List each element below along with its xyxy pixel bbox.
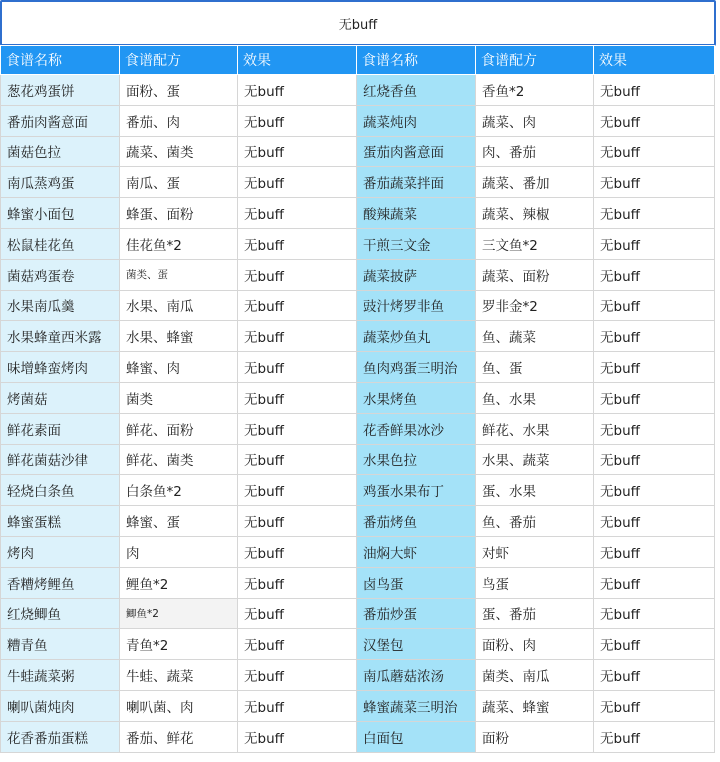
recipe-name-cell: 蔬菜炖肉 xyxy=(357,105,476,136)
effect-cell: 无buff xyxy=(594,382,715,413)
recipe-name-cell: 蔬菜炒鱼丸 xyxy=(357,321,476,352)
recipe-name-cell: 鸡蛋水果布丁 xyxy=(357,475,476,506)
recipe-name-cell: 番茄炒蛋 xyxy=(357,598,476,629)
effect-cell: 无buff xyxy=(594,690,715,721)
recipe-name-cell: 蜂蜜蔬菜三明治 xyxy=(357,690,476,721)
recipe-name-cell: 烤肉 xyxy=(1,536,120,567)
recipe-name-cell: 花香番茄蛋糕 xyxy=(1,721,120,752)
recipe-name-cell: 鲜花素面 xyxy=(1,413,120,444)
recipe-formula-cell: 青鱼*2 xyxy=(120,629,238,660)
recipe-name-cell: 香糟烤鲤鱼 xyxy=(1,567,120,598)
recipe-formula-cell: 罗非金*2 xyxy=(476,290,594,321)
table-row xyxy=(1,382,715,413)
recipe-name-cell: 喇叭菌炖肉 xyxy=(1,690,120,721)
effect-cell: 无buff xyxy=(594,105,715,136)
recipe-formula-cell: 牛蛙、蔬菜 xyxy=(120,660,238,691)
recipe-name-cell: 花香鲜果冰沙 xyxy=(357,413,476,444)
effect-cell: 无buff xyxy=(238,629,357,660)
recipe-formula-cell: 面粉 xyxy=(476,721,594,752)
recipe-name-cell: 干煎三文金 xyxy=(357,228,476,259)
recipe-name-cell: 松鼠桂花鱼 xyxy=(1,228,120,259)
effect-cell: 无buff xyxy=(238,475,357,506)
recipe-formula-cell: 菌类、南瓜 xyxy=(476,660,594,691)
effect-cell: 无buff xyxy=(594,321,715,352)
effect-cell: 无buff xyxy=(238,444,357,475)
header-effect-2: 效果 xyxy=(594,46,715,75)
effect-cell: 无buff xyxy=(238,536,357,567)
effect-cell: 无buff xyxy=(238,721,357,752)
recipe-formula-cell: 鱼、蛋 xyxy=(476,352,594,383)
effect-cell: 无buff xyxy=(238,382,357,413)
table-row xyxy=(1,321,715,352)
recipe-formula-cell: 蛋、番茄 xyxy=(476,598,594,629)
table-row xyxy=(1,259,715,290)
effect-cell: 无buff xyxy=(238,228,357,259)
table-header-row xyxy=(1,46,715,75)
recipe-name-cell: 南瓜蘑菇浓汤 xyxy=(357,660,476,691)
effect-cell: 无buff xyxy=(594,660,715,691)
recipe-name-cell: 番茄蔬菜拌面 xyxy=(357,167,476,198)
recipe-formula-cell: 水果、蜂蜜 xyxy=(120,321,238,352)
recipe-formula-cell: 鲤鱼*2 xyxy=(120,567,238,598)
effect-cell: 无buff xyxy=(594,290,715,321)
recipe-formula-cell: 蔬菜、菌类 xyxy=(120,136,238,167)
recipe-formula-cell: 肉、番茄 xyxy=(476,136,594,167)
effect-cell: 无buff xyxy=(594,475,715,506)
effect-cell: 无buff xyxy=(238,506,357,537)
recipe-formula-cell: 蔬菜、肉 xyxy=(476,105,594,136)
recipe-name-cell: 酸辣蔬菜 xyxy=(357,198,476,229)
recipe-formula-cell: 鱼、番茄 xyxy=(476,506,594,537)
recipe-name-cell: 卤鸟蛋 xyxy=(357,567,476,598)
effect-cell: 无buff xyxy=(238,321,357,352)
recipe-formula-cell: 菌类 xyxy=(120,382,238,413)
table-row xyxy=(1,413,715,444)
recipe-formula-cell: 蔬菜、番加 xyxy=(476,167,594,198)
table-row xyxy=(1,506,715,537)
recipe-formula-cell: 蔬菜、蜂蜜 xyxy=(476,690,594,721)
recipe-formula-cell: 鲫鱼*2 xyxy=(120,598,238,629)
recipe-name-cell: 糟青鱼 xyxy=(1,629,120,660)
recipe-formula-cell: 面粉、肉 xyxy=(476,629,594,660)
effect-cell: 无buff xyxy=(238,259,357,290)
table-row xyxy=(1,475,715,506)
table-row xyxy=(1,198,715,229)
recipe-name-cell: 菌菇色拉 xyxy=(1,136,120,167)
table-row xyxy=(1,136,715,167)
recipe-name-cell: 鲜花菌菇沙律 xyxy=(1,444,120,475)
effect-cell: 无buff xyxy=(238,167,357,198)
effect-cell: 无buff xyxy=(238,75,357,106)
recipe-formula-cell: 面粉、蛋 xyxy=(120,75,238,106)
header-recipe-name-2: 食谱名称 xyxy=(357,46,476,75)
table-row xyxy=(1,75,715,106)
effect-cell: 无buff xyxy=(594,136,715,167)
recipe-formula-cell: 蛋、水果 xyxy=(476,475,594,506)
recipe-formula-cell: 菌类、蛋 xyxy=(120,259,238,290)
effect-cell: 无buff xyxy=(238,598,357,629)
recipe-formula-cell: 肉 xyxy=(120,536,238,567)
recipe-formula-cell: 蜂蛋、面粉 xyxy=(120,198,238,229)
top-bar-label: 无buff xyxy=(338,17,378,33)
table-row xyxy=(1,536,715,567)
effect-cell: 无buff xyxy=(594,228,715,259)
recipe-name-cell: 红烧鲫鱼 xyxy=(1,598,120,629)
effect-cell: 无buff xyxy=(238,352,357,383)
recipe-name-cell: 番茄烤鱼 xyxy=(357,506,476,537)
header-recipe-formula-2: 食谱配方 xyxy=(476,46,594,75)
table-row xyxy=(1,105,715,136)
recipe-name-cell: 牛蛙蔬菜粥 xyxy=(1,660,120,691)
recipe-name-cell: 白面包 xyxy=(357,721,476,752)
recipe-formula-cell: 白条鱼*2 xyxy=(120,475,238,506)
recipe-name-cell: 鱼肉鸡蛋三明治 xyxy=(357,352,476,383)
recipe-name-cell: 汉堡包 xyxy=(357,629,476,660)
recipe-name-cell: 红烧香鱼 xyxy=(357,75,476,106)
recipe-formula-cell: 鱼、蔬菜 xyxy=(476,321,594,352)
recipe-name-cell: 豉汁烤罗非鱼 xyxy=(357,290,476,321)
recipe-formula-cell: 蔬菜、面粉 xyxy=(476,259,594,290)
recipe-name-cell: 水果蜂童西米露 xyxy=(1,321,120,352)
header-recipe-name: 食谱名称 xyxy=(1,46,120,75)
recipe-formula-cell: 水果、南瓜 xyxy=(120,290,238,321)
recipe-formula-cell: 喇叭菌、肉 xyxy=(120,690,238,721)
recipe-name-cell: 烤菌菇 xyxy=(1,382,120,413)
effect-cell: 无buff xyxy=(594,413,715,444)
recipe-name-cell: 葱花鸡蛋饼 xyxy=(1,75,120,106)
recipe-name-cell: 菌菇鸡蛋卷 xyxy=(1,259,120,290)
effect-cell: 无buff xyxy=(238,413,357,444)
recipe-name-cell: 轻烧白条鱼 xyxy=(1,475,120,506)
effect-cell: 无buff xyxy=(238,136,357,167)
recipe-name-cell: 蜂蜜小面包 xyxy=(1,198,120,229)
effect-cell: 无buff xyxy=(594,259,715,290)
effect-cell: 无buff xyxy=(594,444,715,475)
table-row xyxy=(1,228,715,259)
effect-cell: 无buff xyxy=(238,105,357,136)
table-row xyxy=(1,567,715,598)
recipe-name-cell: 水果色拉 xyxy=(357,444,476,475)
recipe-formula-cell: 鸟蛋 xyxy=(476,567,594,598)
effect-cell: 无buff xyxy=(594,598,715,629)
effect-cell: 无buff xyxy=(594,629,715,660)
top-bar[interactable] xyxy=(0,0,716,46)
recipe-formula-cell: 对虾 xyxy=(476,536,594,567)
table-row xyxy=(1,444,715,475)
table-row xyxy=(1,167,715,198)
table-row xyxy=(1,629,715,660)
recipe-name-cell: 蛋茄肉酱意面 xyxy=(357,136,476,167)
effect-cell: 无buff xyxy=(594,352,715,383)
recipe-formula-cell: 蜂蜜、肉 xyxy=(120,352,238,383)
effect-cell: 无buff xyxy=(238,690,357,721)
recipe-name-cell: 味增蜂蛮烤肉 xyxy=(1,352,120,383)
effect-cell: 无buff xyxy=(238,567,357,598)
recipe-name-cell: 番茄肉酱意面 xyxy=(1,105,120,136)
recipe-formula-cell: 蔬菜、辣椒 xyxy=(476,198,594,229)
recipe-formula-cell: 香鱼*2 xyxy=(476,75,594,106)
recipe-formula-cell: 番茄、鲜花 xyxy=(120,721,238,752)
recipe-formula-cell: 鱼、水果 xyxy=(476,382,594,413)
effect-cell: 无buff xyxy=(238,660,357,691)
recipe-name-cell: 油焖大虾 xyxy=(357,536,476,567)
recipe-formula-cell: 三文鱼*2 xyxy=(476,228,594,259)
table-row xyxy=(1,352,715,383)
recipe-name-cell: 蜂蜜蛋糕 xyxy=(1,506,120,537)
recipe-name-cell: 蔬菜披萨 xyxy=(357,259,476,290)
recipe-formula-cell: 鲜花、菌类 xyxy=(120,444,238,475)
effect-cell: 无buff xyxy=(594,567,715,598)
recipe-name-cell: 南瓜蒸鸡蛋 xyxy=(1,167,120,198)
effect-cell: 无buff xyxy=(594,75,715,106)
recipe-formula-cell: 蜂蜜、蛋 xyxy=(120,506,238,537)
table-row xyxy=(1,721,715,752)
effect-cell: 无buff xyxy=(238,198,357,229)
table-row xyxy=(1,598,715,629)
recipe-formula-cell: 鲜花、水果 xyxy=(476,413,594,444)
recipe-formula-cell: 番茄、肉 xyxy=(120,105,238,136)
effect-cell: 无buff xyxy=(594,198,715,229)
effect-cell: 无buff xyxy=(594,167,715,198)
recipe-name-cell: 水果南瓜羹 xyxy=(1,290,120,321)
recipe-formula-cell: 水果、蔬菜 xyxy=(476,444,594,475)
recipe-formula-cell: 南瓜、蛋 xyxy=(120,167,238,198)
effect-cell: 无buff xyxy=(594,721,715,752)
recipe-formula-cell: 鲜花、面粉 xyxy=(120,413,238,444)
header-recipe-formula: 食谱配方 xyxy=(120,46,238,75)
effect-cell: 无buff xyxy=(594,536,715,567)
header-effect: 效果 xyxy=(238,46,357,75)
table-row xyxy=(1,660,715,691)
recipe-table xyxy=(0,45,715,753)
effect-cell: 无buff xyxy=(594,506,715,537)
recipe-name-cell: 水果烤鱼 xyxy=(357,382,476,413)
effect-cell: 无buff xyxy=(238,290,357,321)
table-row xyxy=(1,690,715,721)
table-row xyxy=(1,290,715,321)
recipe-formula-cell: 佳花鱼*2 xyxy=(120,228,238,259)
